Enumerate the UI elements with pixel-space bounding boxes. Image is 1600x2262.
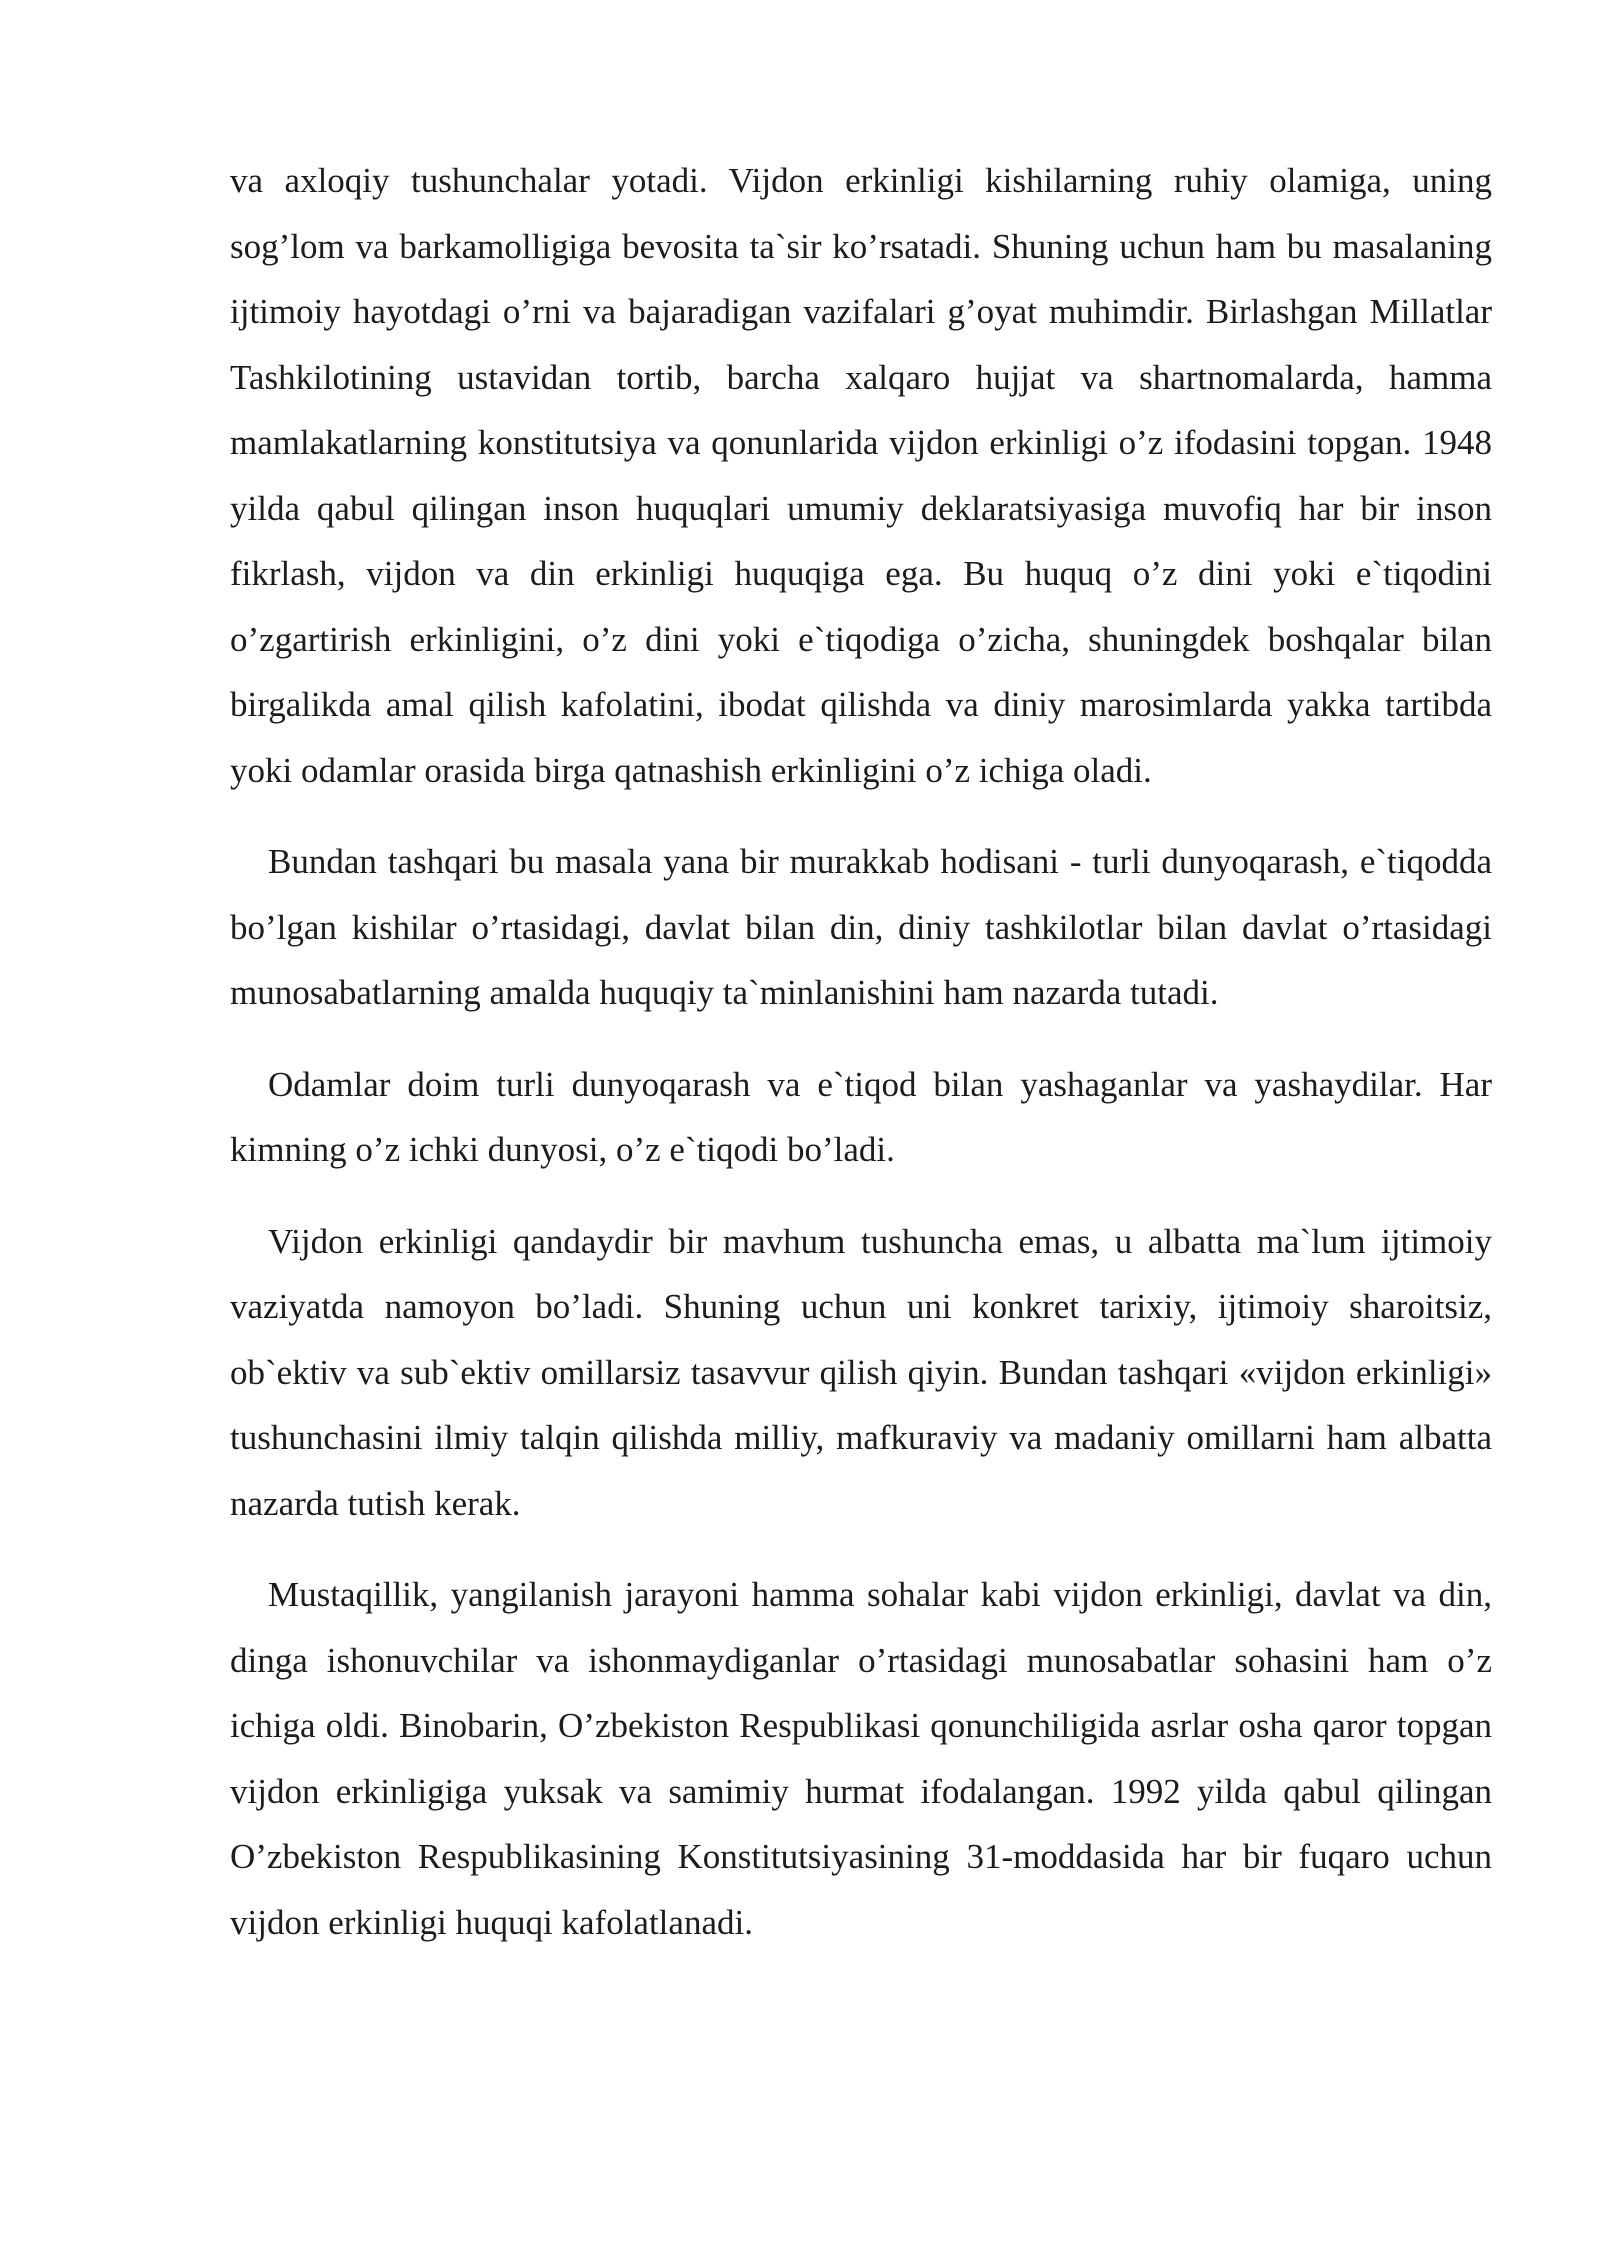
paragraph-1: va axloqiy tushunchalar yotadi. Vijdon erkinligi kishilarning ruhiy olamiga, uning sog’lom va barkamolligiga bevosita ta`sir ko’rsatadi. Shuning uchun ham bu masalaning ijtimoiy hayotdagi o’rni va bajaradigan vazifalari g’oyat muhimdir. Birlashgan Millatlar Tashkilotining ustavidan tortib, barcha xalqaro hujjat va shartnomalarda, hamma mamlakatlarning konstitutsiya va qonunlarida vijdon erkinligi o’z ifodasini topgan. 1948 yilda qabul qilingan inson huquqlari umumiy deklaratsiyasiga muvofiq har bir inson fikrlash, vijdon va din erkinligi huquqiga ega. Bu huquq o’z dini yoki e`tiqodini o’zgartirish erkinligini, o’z dini yoki e`tiqodiga o’zicha, shuningdek boshqalar bilan birgalikda amal qilish kafolatini, ibodat qilishda va diniy marosimlarda yakka tartibda yoki odamlar orasida birga qatnashish erkinligini o’z ichiga oladi.	[230, 161, 1492, 790]
body-text	[230, 148, 1492, 1981]
paragraph-2: Bundan tashqari bu masala yana bir murakkab hodisani - turli dunyoqarash, e`tiqodda bo’lgan kishilar o’rtasidagi, davlat bilan din, diniy tashkilotlar bilan davlat o’rtasidagi munosabatlarning amalda huquqiy ta`minlanishini ham nazarda tutadi.	[230, 842, 1492, 1012]
paragraph-5: Mustaqillik, yangilanish jarayoni hamma sohalar kabi vijdon erkinligi, davlat va din, dinga ishonuvchilar va ishonmaydiganlar o’rtasidagi munosabatlar sohasini ham o’z ichiga oldi. Binobarin, O’zbekiston Respublikasi qonunchiligida asrlar osha qaror topgan vijdon erkinligiga yuksak va samimiy hurmat ifodalangan. 1992 yilda qabul qilingan O’zbekiston Respublikasining Konstitutsiyasining 31-moddasida har bir fuqaro uchun vijdon erkinligi huquqi kafolatlanadi.	[230, 1575, 1492, 1942]
paragraph-4: Vijdon erkinligi qandaydir bir mavhum tushuncha emas, u albatta ma`lum ijtimoiy vaziyatda namoyon bo’ladi. Shuning uchun uni konkret tarixiy, ijtimoiy sharoitsiz, ob`ektiv va sub`ektiv omillarsiz tasavvur qilish qiyin. Bundan tashqari «vijdon erkinligi» tushunchasini ilmiy talqin qilishda milliy, mafkuraviy va madaniy omillarni ham albatta nazarda tutish kerak.	[230, 1221, 1492, 1523]
paragraph-3: Odamlar doim turli dunyoqarash va e`tiqod bilan yashaganlar va yashaydilar. Har kimning o’z ichki dunyosi, o’z e`tiqodi bo’ladi.	[230, 1064, 1492, 1169]
